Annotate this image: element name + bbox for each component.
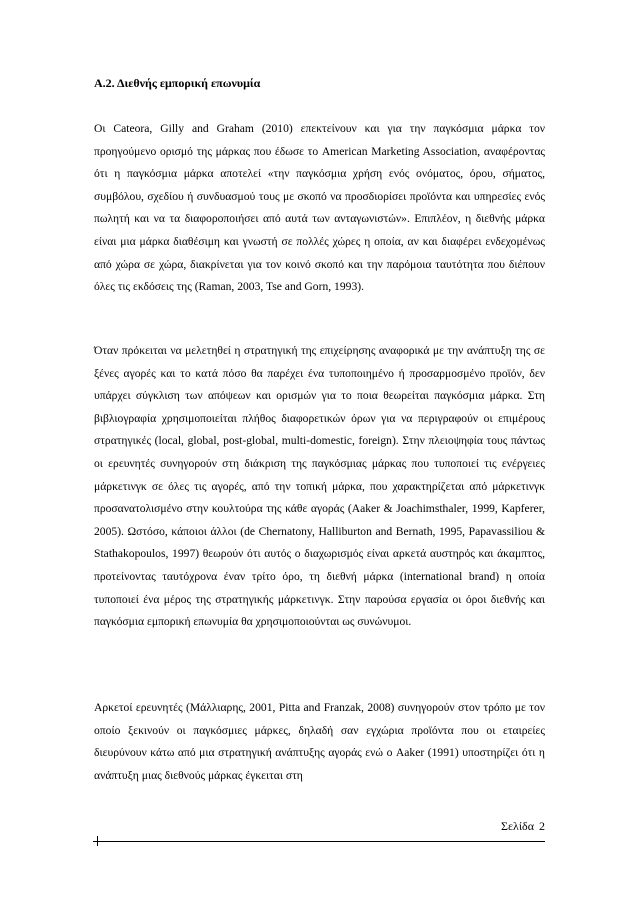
footer-tick-mark xyxy=(97,836,98,846)
paragraph-brand-strategy: Όταν πρόκειται να μελετηθεί η στρατηγική της επιχείρησης αναφορικά με την ανάπτυξη της σε ξένες αγορές και το κατά πόσο θα παρέχει ένα τυποποιημένο ή προσαρμοσμένο προϊόν, δεν υπάρχει σύγκλιση των απόψεων και ορισμών για το ποια θεωρείται παγκόσμια μάρκα. Στη βιβλιογραφία χρησιμοποιείται πλήθος διαφορετικών όρων για να περιγραφούν οι επιμέρους στρατηγικές (local, global, post-global, multi-domestic, foreign). Στην πλειοψηφία τους πάντως οι ερευνητές συνηγορούν στη διάκριση της παγκόσμιας μάρκας που τυποποιεί τις ενέργειες μάρκετινγκ σε όλες τις αγορές, από την τοπική μάρκα, που χαρακτηρίζεται από μάρκετινγκ προσανατολισμένο στην κουλτούρα της κάθε αγοράς (Aaker & Joachimsthaler, 1999, Kapferer, 2005). Ωστόσο, κάποιοι άλλοι (de Chernatony, Halliburton and Bernath, 1995, Papavassiliou & Stathakopoulos, 1997) θεωρούν ότι αυτός ο διαχωρισμός είναι αρκετά αυστηρός και άκαμπτος, προτείνοντας ταυτόχρονα έναν τρίτο όρο, τη διεθνή μάρκα (international brand) η οποία τυποποιεί ένα μέρος της στρατηγικής μάρκετινγκ. Στην παρούσα εργασία οι όροι διεθνής και παγκόσμια εμπορική επωνυμία θα χρησιμοποιούνται ως συνώνυμοι. xyxy=(94,344,545,629)
section-heading: Α.2. Διεθνής εμπορική επωνυμία xyxy=(94,76,261,90)
footer-divider xyxy=(93,841,545,842)
paragraph-brand-development: Αρκετοί ερευνητές (Μάλλιαρης, 2001, Pitta and Franzak, 2008) συνηγορούν στον τρόπο με τον οποίο ξεκινούν οι παγκόσμιες μάρκες, δηλαδή σαν εγχώρια προϊόντα που οι εταιρείες διευρύνουν κάτω από μια στρατηγική ανάπτυξης αγοράς ενώ ο Aaker (1991) υποστηρίζει ότι η ανάπτυξη μιας διεθνούς μάρκας έγκειται στη xyxy=(94,701,545,782)
page-number-footer xyxy=(501,818,545,834)
page-number: 2 xyxy=(539,819,545,833)
paragraph-global-brand-definition: Οι Cateora, Gilly and Graham (2010) επεκτείνουν και για την παγκόσμια μάρκα τον προηγούμενο ορισμό της μάρκας που έδωσε το American Marketing Association, αναφέροντας ότι η παγκόσμια μάρκα αποτελεί «την παγκόσμια χρήση ενός ονόματος, όρου, σήματος, συμβόλου, σχεδίου ή συνδυασμού τους με σκοπό να προσδιορίσει προϊόντα και υπηρεσίες ενός πωλητή και να τα διαφοροποιήσει από αυτά των ανταγωνιστών». Επιπλέον, η διεθνής μάρκα είναι μια μάρκα διαθέσιμη και γνωστή σε πολλές χώρες η οποία, αν και διαφέρει ενδεχομένως από χώρα σε χώρα, διακρίνεται για τον κοινό σκοπό και την παρόμοια ταυτότητα που διέπουν όλες τις εκδόσεις της (Raman, 2003, Tse and Gorn, 1993). xyxy=(94,122,545,294)
page-label: Σελίδα xyxy=(500,819,534,833)
